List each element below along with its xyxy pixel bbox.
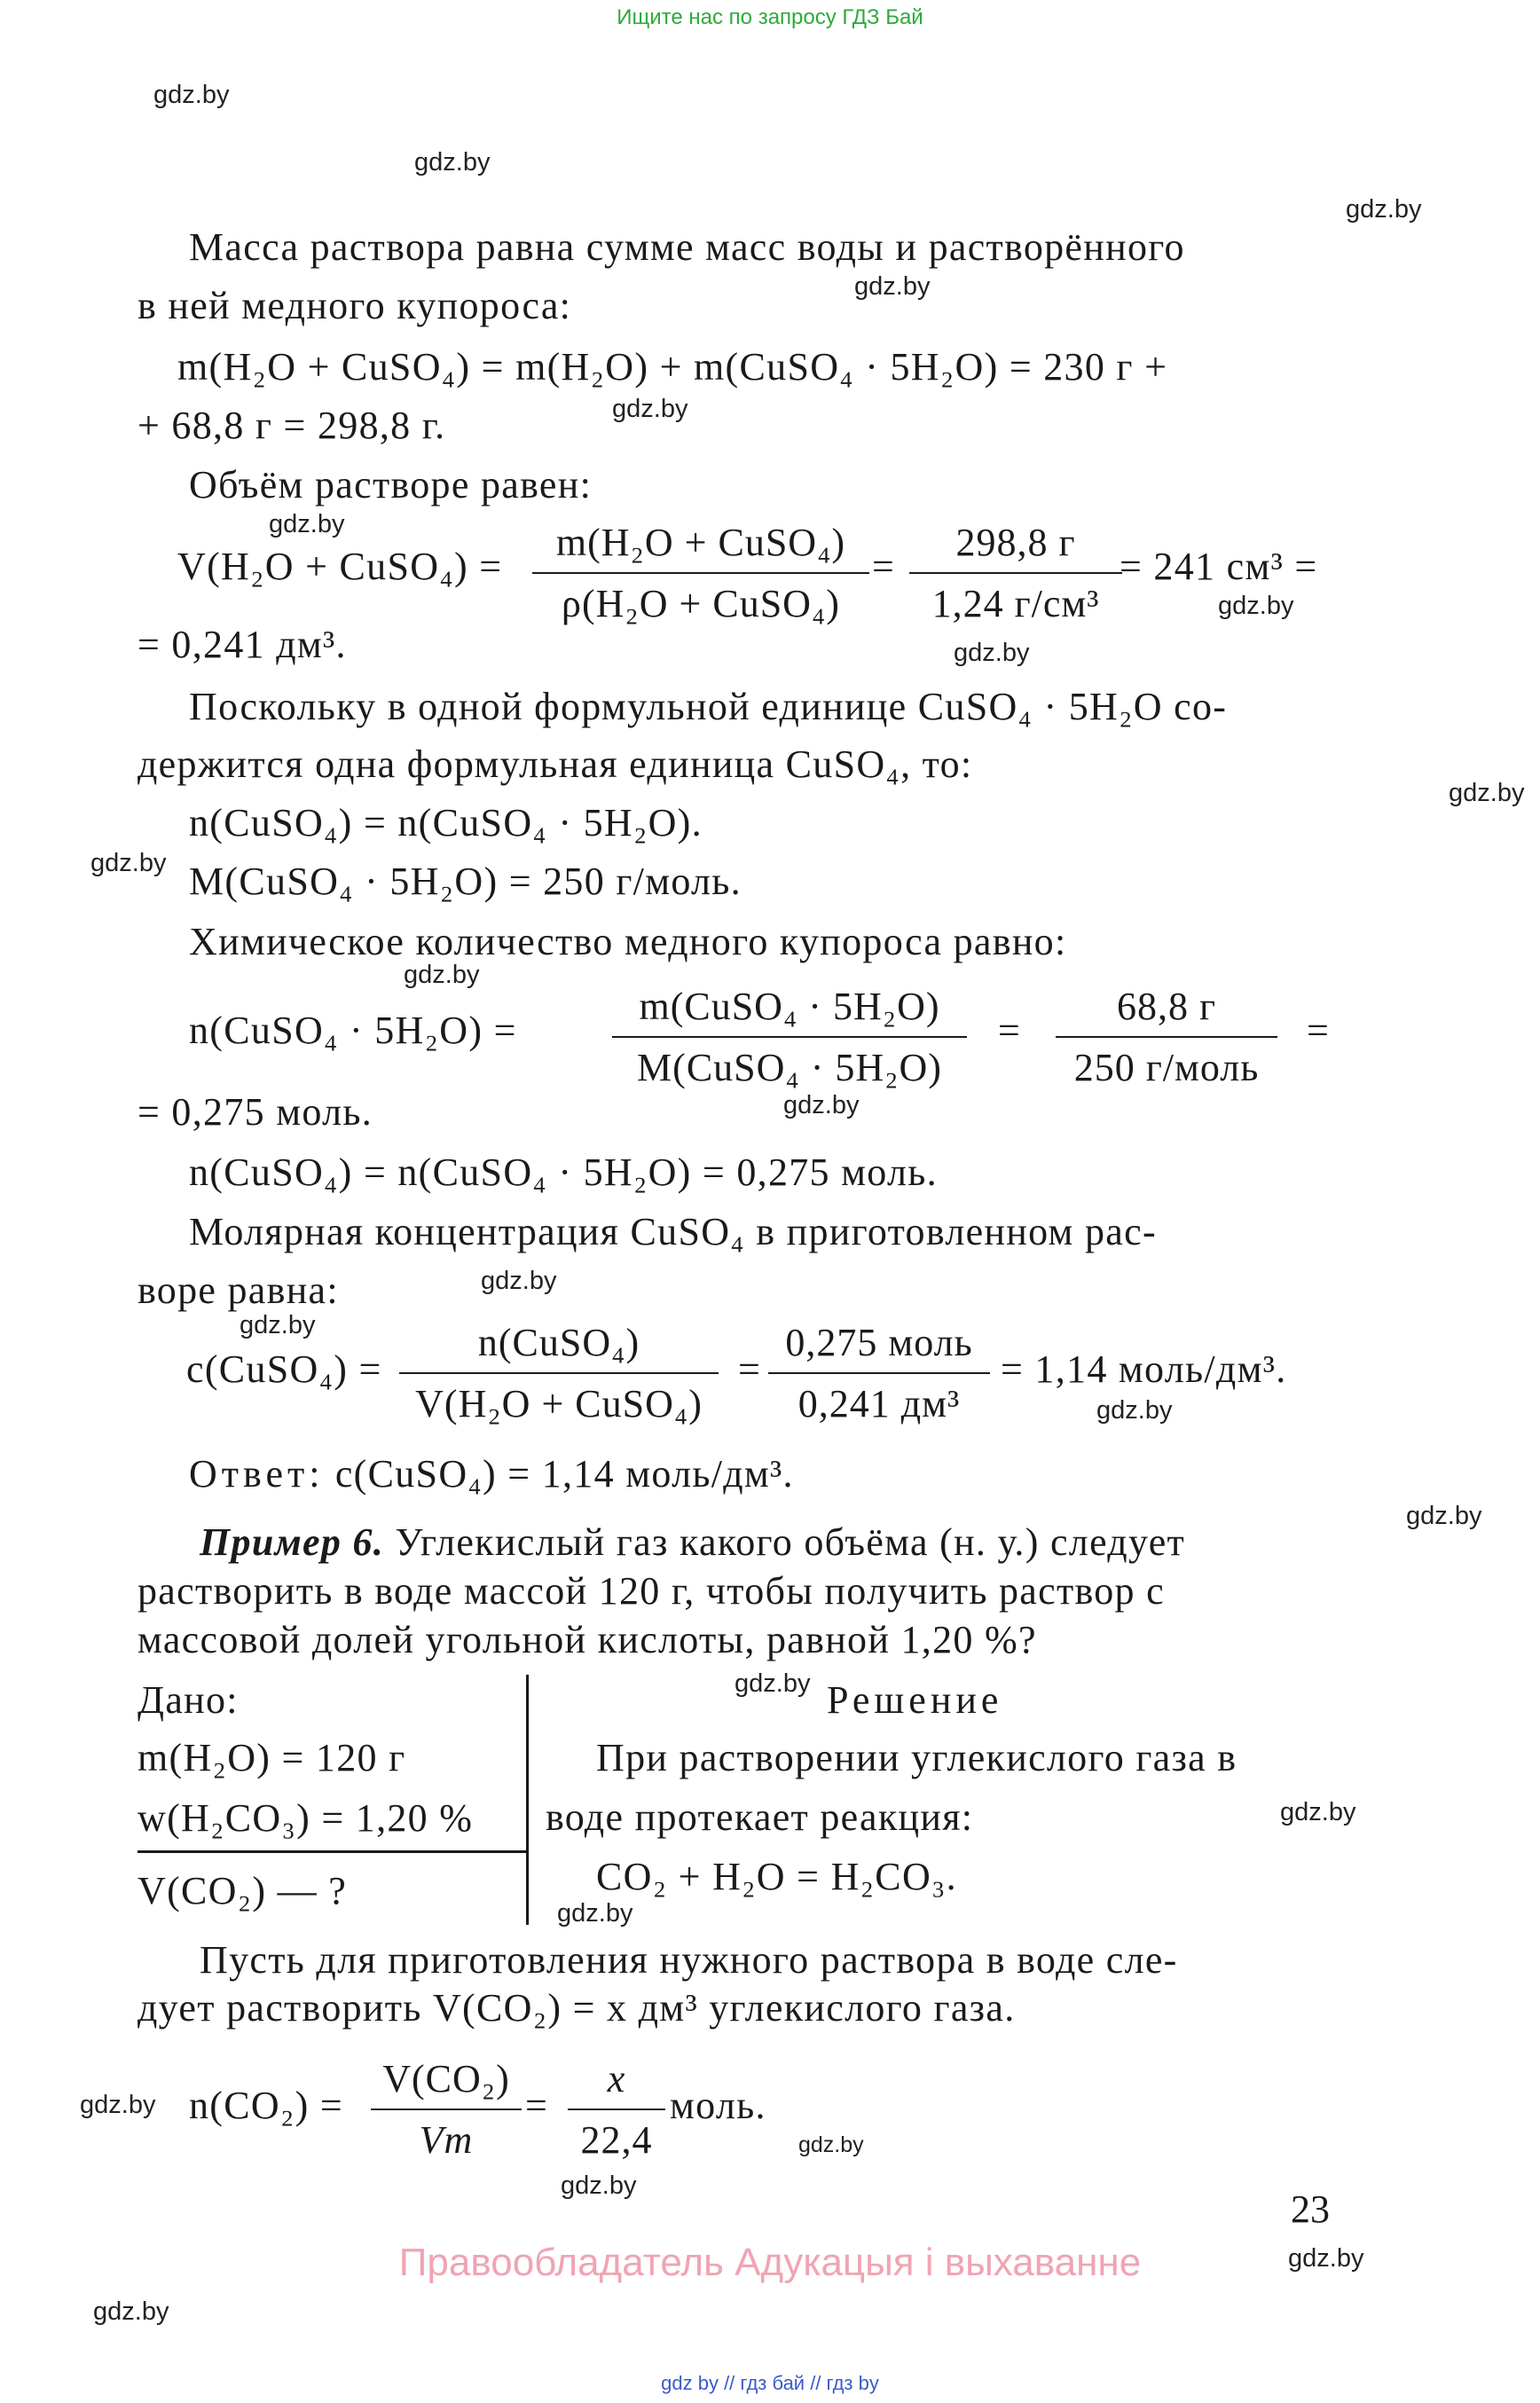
paragraph-line: растворить в воде массой 120 г, чтобы получить раствор с — [138, 1569, 1165, 1613]
formula-line: = 0,241 дм³. — [138, 623, 347, 666]
formula-lhs: V(H₂O + CuSO₄) = — [177, 545, 503, 588]
watermark: gdz.by — [612, 395, 688, 423]
divider-vertical — [526, 1675, 529, 1925]
paragraph-line: Пусть для приготовления нужного раствора в воде сле- — [200, 1938, 1178, 1982]
copyright-notice: Правообладатель Адукацыя і выхаванне — [398, 2241, 1142, 2284]
fraction-denominator: 1,24 г/см³ — [909, 572, 1122, 626]
fraction — [612, 984, 967, 1090]
formula-line: = 0,275 моль. — [138, 1090, 373, 1134]
equals-sign: = — [738, 1347, 762, 1391]
find-item: V(CO₂) — ? — [138, 1869, 348, 1912]
watermark: gdz.by — [954, 639, 1030, 667]
formula-lhs: n(CuSO₄ · 5H₂O) = — [189, 1009, 517, 1052]
equals-sign: = — [525, 2084, 549, 2127]
watermark: gdz.by — [414, 148, 491, 177]
top-banner[interactable]: Ищите нас по запросу ГДЗ Бай — [617, 5, 923, 29]
fraction-numerator: 298,8 г — [955, 521, 1076, 564]
paragraph-line: Химическое количество медного купороса равно: — [189, 920, 1067, 963]
given-label: Дано: — [138, 1678, 239, 1722]
answer-line — [189, 1452, 794, 1496]
fraction-denominator: ρ(H₂O + CuSO₄) — [532, 572, 869, 626]
fraction — [399, 1320, 719, 1426]
watermark: gdz.by — [481, 1267, 557, 1295]
paragraph-line: Молярная концентрация CuSO₄ в приготовленном рас- — [189, 1210, 1157, 1253]
fraction-denominator: 250 г/моль — [1056, 1036, 1277, 1090]
solution-label: Решение — [827, 1678, 1003, 1722]
paragraph-line: держится одна формульная единица CuSO₄, то: — [138, 742, 973, 786]
answer-label: Ответ: — [189, 1452, 325, 1496]
fraction-denominator: 0,241 дм³ — [768, 1372, 990, 1426]
example-title: Пример 6. — [200, 1520, 385, 1564]
formula-lhs: n(CO₂) = — [189, 2084, 343, 2127]
fraction-denominator: Vm — [371, 2109, 522, 2163]
watermark: gdz.by — [240, 1311, 316, 1339]
page-number: 23 — [1291, 2187, 1330, 2231]
formula-rhs: = 1,14 моль/дм³. — [1001, 1347, 1287, 1391]
paragraph-line: воде протекает реакция: — [546, 1795, 974, 1839]
fraction-denominator: 22,4 — [568, 2109, 665, 2163]
watermark: gdz.by — [1288, 2244, 1364, 2273]
fraction-numerator: x — [607, 2057, 626, 2101]
paragraph-line: Масса раствора равна сумме масс воды и растворённого — [189, 225, 1185, 269]
formula-line: m(H₂O + CuSO₄) = m(H₂O) + m(CuSO₄ · 5H₂O) = 230 г + — [177, 345, 1168, 389]
watermark: gdz.by — [269, 510, 345, 538]
paragraph-line: При растворении углекислого газа в — [596, 1736, 1238, 1779]
watermark: gdz.by — [90, 849, 167, 877]
fraction-numerator: 68,8 г — [1116, 985, 1217, 1028]
watermark: gdz.by — [854, 272, 931, 301]
watermark: gdz.by — [1280, 1798, 1356, 1826]
watermark: gdz.by — [1218, 592, 1294, 620]
watermark: gdz.by — [404, 961, 480, 989]
equals-sign: = — [998, 1009, 1022, 1052]
example-line — [200, 1520, 1186, 1564]
paragraph-line: Объём растворе равен: — [189, 463, 593, 507]
given-item: m(H₂O) = 120 г — [138, 1736, 406, 1779]
paragraph-line: дует растворить V(CO₂) = x дм³ углекислого газа. — [138, 1986, 1016, 2030]
fraction-denominator: V(H₂O + CuSO₄) — [399, 1372, 719, 1426]
watermark: gdz.by — [1406, 1502, 1482, 1530]
divider-horizontal — [138, 1850, 526, 1853]
fraction — [909, 520, 1122, 626]
formula-lhs: c(CuSO₄) = — [186, 1347, 382, 1391]
watermark: gdz.by — [735, 1669, 811, 1698]
fraction-numerator: 0,275 моль — [785, 1321, 973, 1364]
watermark: gdz.by — [1096, 1396, 1173, 1425]
paragraph-line: Поскольку в одной формульной единице CuSO₄ · 5H₂O со- — [189, 685, 1228, 728]
watermark: gdz.by — [93, 2297, 169, 2326]
fraction — [371, 2056, 522, 2163]
bottom-banner[interactable]: gdz by // гдз бай // гдз by — [661, 2372, 879, 2394]
fraction-numerator: m(CuSO₄ · 5H₂O) — [639, 985, 940, 1028]
example-text: Углекислый газ какого объёма (н. у.) следует — [395, 1520, 1186, 1564]
formula-rhs: моль. — [670, 2084, 766, 2127]
fraction — [568, 2056, 665, 2163]
formula-rhs: = 241 см³ = — [1120, 545, 1318, 588]
fraction — [1056, 984, 1277, 1090]
given-item: w(H₂CO₃) = 1,20 % — [138, 1796, 474, 1840]
watermark: gdz.by — [1346, 195, 1422, 224]
fraction — [768, 1320, 990, 1426]
formula-line: n(CuSO₄) = n(CuSO₄ · 5H₂O). — [189, 801, 703, 844]
reaction-equation: CO₂ + H₂O = H₂CO₃. — [596, 1855, 957, 1898]
formula-line: M(CuSO₄ · 5H₂O) = 250 г/моль. — [189, 860, 742, 903]
paragraph-line: в ней медного купороса: — [138, 284, 572, 327]
fraction-numerator: n(CuSO₄) — [477, 1321, 640, 1364]
watermark: gdz.by — [1449, 779, 1525, 807]
answer-value: c(CuSO₄) = 1,14 моль/дм³. — [334, 1452, 794, 1496]
fraction — [532, 520, 869, 626]
watermark: gdz.by — [557, 1899, 633, 1928]
watermark: gdz.by — [783, 1091, 860, 1119]
paragraph-line: массовой долей угольной кислоты, равной 1,20 %? — [138, 1618, 1037, 1661]
watermark: gdz.by — [798, 2132, 864, 2157]
formula-line: + 68,8 г = 298,8 г. — [138, 404, 446, 447]
fraction-numerator: V(CO₂) — [382, 2057, 510, 2101]
formula-line: n(CuSO₄) = n(CuSO₄ · 5H₂O) = 0,275 моль. — [189, 1150, 938, 1194]
equals-sign: = — [1307, 1009, 1331, 1052]
fraction-numerator: m(H₂O + CuSO₄) — [555, 521, 846, 564]
watermark: gdz.by — [80, 2091, 156, 2119]
watermark: gdz.by — [153, 81, 230, 109]
equals-sign: = — [872, 545, 896, 588]
paragraph-line: воре равна: — [138, 1268, 339, 1312]
fraction-denominator: M(CuSO₄ · 5H₂O) — [612, 1036, 967, 1090]
watermark: gdz.by — [561, 2171, 637, 2200]
